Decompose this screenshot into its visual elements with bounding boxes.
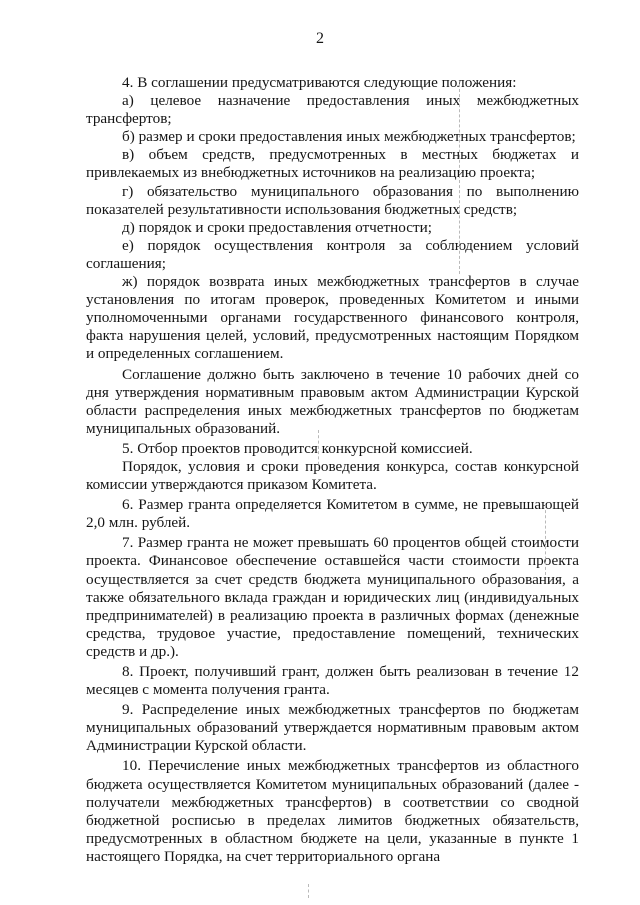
paragraph-agreement-term: Соглашение должно быть заключено в течение 10 рабочих дней со дня утверждения нормативным правовым актом Администрации Курской области распределения иных межбюджетных трансфертов по бюджетам муниципальных образований. — [86, 365, 579, 437]
list-item-e: е) порядок осуществления контроля за соблюдением условий соглашения; — [86, 236, 579, 272]
scan-fold-mark — [318, 430, 319, 470]
paragraph-8: 8. Проект, получивший грант, должен быть реализован в течение 12 месяцев с момента получения гранта. — [86, 663, 579, 699]
document-body — [86, 74, 579, 866]
scan-fold-mark — [459, 84, 460, 274]
scan-fold-mark — [308, 884, 309, 898]
paragraph-7: 7. Размер гранта не может превышать 60 процентов общей стоимости проекта. Финансовое обеспечение оставшейся части стоимости проекта осуществляется за счет средств бюджета муниципального образования, а также обязательного вклада граждан и юридических лиц (индивидуальных предпринимателей) в реализацию проекта в различных формах (денежные средства, трудовое участие, предоставление помещений, технических средств и др.). — [86, 534, 579, 660]
paragraph-10: 10. Перечисление иных межбюджетных трансфертов из областного бюджета осуществляется Комитетом муниципальных образований (далее - получатели межбюджетных трансфертов) в соответствии со сводной бюджетной росписью в пределах лимитов бюджетных обязательств, предусмотренных в областном бюджете на цели, указанные в пункте 1 настоящего Порядка, на счет территориального органа — [86, 757, 579, 865]
paragraph-6: 6. Размер гранта определяется Комитетом в сумме, не превышающей 2,0 млн. рублей. — [86, 496, 579, 532]
paragraph-5: 5. Отбор проектов проводится конкурсной комиссией. — [122, 439, 473, 457]
scan-fold-mark — [545, 505, 546, 575]
list-item-v: в) объем средств, предусмотренных в местных бюджетах и привлекаемых из внебюджетных источников на реализацию проекта; — [86, 146, 579, 182]
list-item-d: д) порядок и сроки предоставления отчетности; — [122, 218, 433, 236]
page-number: 2 — [316, 30, 324, 47]
paragraph-contest-procedure: Порядок, условия и сроки проведения конкурса, состав конкурсной комиссии утверждаются приказом Комитета. — [86, 457, 579, 494]
paragraph-9: 9. Распределение иных межбюджетных трансфертов по бюджетам муниципальных образований утверждается нормативным правовым актом Администрации Курской области. — [86, 701, 579, 755]
list-item-a: а) целевое назначение предоставления иных межбюджетных трансфертов; — [86, 92, 579, 128]
list-item-b: б) размер и сроки предоставления иных межбюджетных трансфертов; — [122, 128, 576, 146]
paragraph-4-intro: 4. В соглашении предусматриваются следующие положения: — [122, 74, 517, 91]
list-item-g: г) обязательство муниципального образования по выполнению показателей результативности использования бюджетных средств; — [86, 182, 579, 218]
list-item-zh: ж) порядок возврата иных межбюджетных трансфертов в случае установления по итогам проверок, проведенных Комитетом и иными уполномоченными органами государственного финансового контроля, факта нарушения целей, условий, предусмотренных настоящим Порядком и определенных соглашением. — [86, 273, 579, 363]
